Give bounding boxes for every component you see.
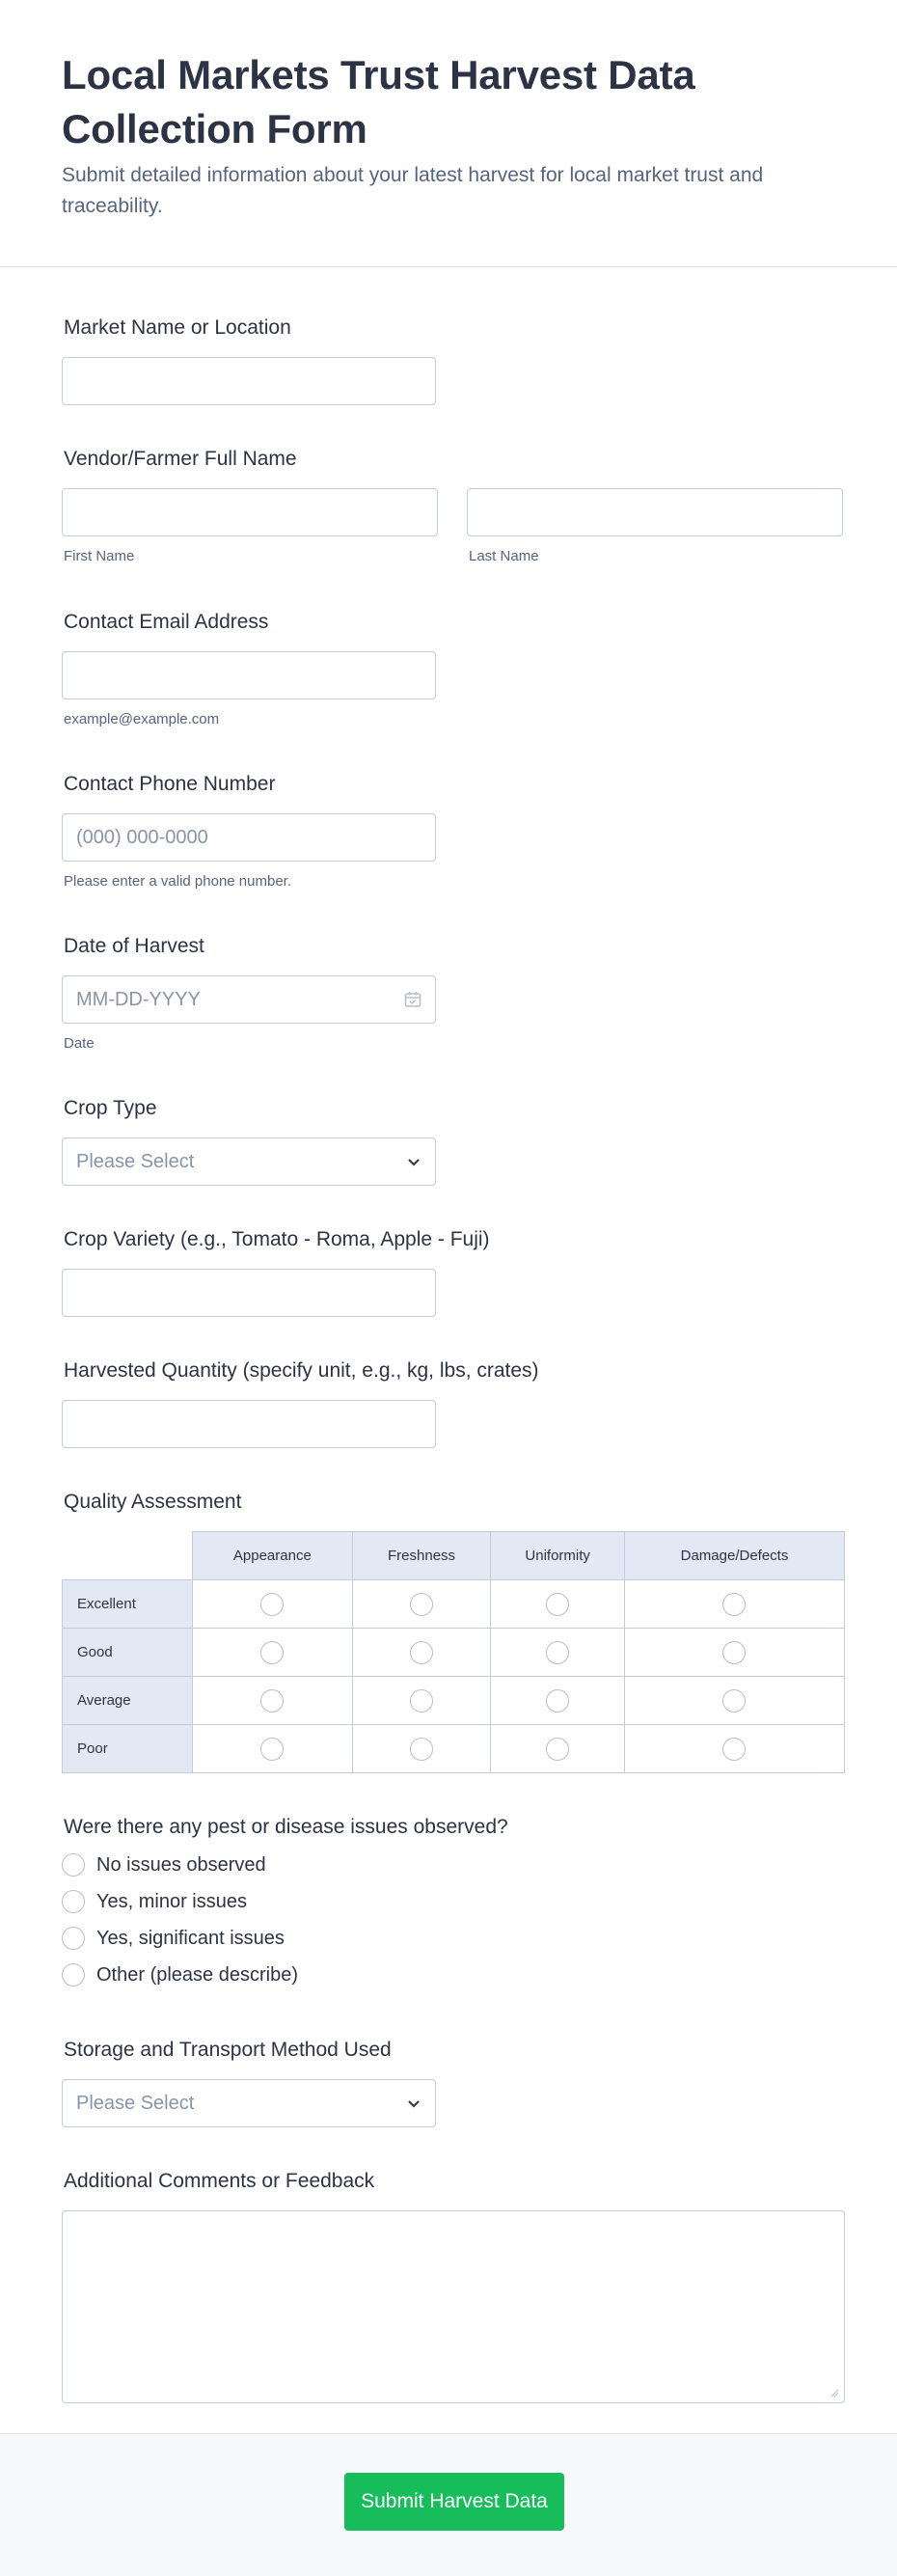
radio-button[interactable] xyxy=(62,1890,85,1913)
crop-type-select[interactable] xyxy=(62,1137,436,1186)
matrix-radio[interactable] xyxy=(546,1738,569,1761)
pest-option[interactable] xyxy=(62,1957,508,1993)
matrix-radio[interactable] xyxy=(260,1593,284,1616)
vendor-name-field xyxy=(62,446,843,564)
email-sublabel: example@example.com xyxy=(64,711,220,727)
pest-options xyxy=(62,1847,508,1993)
vendor-name-label: Vendor/Farmer Full Name xyxy=(64,448,297,470)
last-name-input[interactable] xyxy=(467,488,843,536)
form-footer xyxy=(0,2433,897,2576)
form-header xyxy=(0,0,897,267)
matrix-radio[interactable] xyxy=(410,1738,433,1761)
pest-issues-label: Were there any pest or disease issues observed? xyxy=(64,1816,508,1838)
harvest-date-sublabel: Date xyxy=(64,1035,95,1052)
harvest-date-input[interactable] xyxy=(62,975,436,1024)
calendar-icon[interactable] xyxy=(403,990,422,1009)
page-subtitle: Submit detailed information about your latest harvest for local market trust and traceability. xyxy=(62,164,764,217)
pest-option[interactable] xyxy=(62,1847,508,1883)
matrix-radio[interactable] xyxy=(546,1689,569,1713)
storage-selected: Please Select xyxy=(76,2092,195,2114)
matrix-row-poor xyxy=(63,1725,845,1773)
matrix-row-label: Excellent xyxy=(63,1580,193,1629)
matrix-radio[interactable] xyxy=(546,1593,569,1616)
crop-type-label: Crop Type xyxy=(64,1097,157,1119)
crop-type-field xyxy=(62,1095,436,1186)
harvest-date-field xyxy=(62,933,436,1052)
matrix-radio[interactable] xyxy=(722,1689,746,1713)
matrix-row-excellent xyxy=(63,1580,845,1629)
crop-variety-field xyxy=(62,1226,490,1317)
comments-field xyxy=(62,2168,845,2403)
phone-label: Contact Phone Number xyxy=(64,773,276,795)
quantity-input[interactable] xyxy=(62,1400,436,1448)
phone-sublabel: Please enter a valid phone number. xyxy=(64,873,291,890)
comments-textarea[interactable] xyxy=(62,2210,845,2403)
radio-button[interactable] xyxy=(62,1963,85,1987)
matrix-radio[interactable] xyxy=(410,1689,433,1713)
matrix-radio[interactable] xyxy=(546,1641,569,1664)
matrix-col-appearance: Appearance xyxy=(193,1532,353,1580)
market-name-label: Market Name or Location xyxy=(64,316,291,339)
page-title: Local Markets Trust Harvest Data Collection Form xyxy=(62,52,695,151)
pest-option-label: Yes, significant issues xyxy=(96,1927,285,1949)
matrix-radio[interactable] xyxy=(260,1689,284,1713)
pest-option-label: No issues observed xyxy=(96,1853,266,1876)
quality-assessment-field xyxy=(62,1489,845,1773)
storage-field xyxy=(62,2037,436,2127)
radio-button[interactable] xyxy=(62,1853,85,1877)
comments-label: Additional Comments or Feedback xyxy=(64,2170,375,2192)
matrix-row-good xyxy=(63,1629,845,1677)
matrix-row-label: Average xyxy=(63,1677,193,1725)
first-name-input[interactable] xyxy=(62,488,438,536)
pest-issues-field xyxy=(62,1814,508,1993)
radio-button[interactable] xyxy=(62,1927,85,1950)
pest-option[interactable] xyxy=(62,1920,508,1957)
crop-type-selected: Please Select xyxy=(76,1150,195,1172)
email-input[interactable] xyxy=(62,651,436,699)
last-name-sublabel: Last Name xyxy=(469,548,539,564)
matrix-radio[interactable] xyxy=(722,1593,746,1616)
matrix-radio[interactable] xyxy=(410,1593,433,1616)
quantity-label: Harvested Quantity (specify unit, e.g., kg, lbs, crates) xyxy=(64,1359,539,1382)
email-label: Contact Email Address xyxy=(64,611,269,633)
email-field xyxy=(62,609,436,727)
crop-variety-input[interactable] xyxy=(62,1269,436,1317)
phone-field xyxy=(62,771,436,890)
storage-select[interactable] xyxy=(62,2079,436,2127)
chevron-down-icon xyxy=(406,2096,421,2111)
crop-variety-label: Crop Variety (e.g., Tomato - Roma, Apple - Fuji) xyxy=(64,1228,490,1250)
matrix-row-label: Good xyxy=(63,1629,193,1677)
chevron-down-icon xyxy=(406,1154,421,1169)
quantity-field xyxy=(62,1357,539,1448)
market-name-field xyxy=(62,315,436,405)
matrix-radio[interactable] xyxy=(722,1641,746,1664)
quality-matrix xyxy=(62,1531,845,1773)
matrix-radio[interactable] xyxy=(410,1641,433,1664)
matrix-row-average xyxy=(63,1677,845,1725)
first-name-sublabel: First Name xyxy=(64,548,135,564)
matrix-col-uniformity: Uniformity xyxy=(491,1532,625,1580)
market-name-input[interactable] xyxy=(62,357,436,405)
matrix-radio[interactable] xyxy=(260,1738,284,1761)
pest-option-label: Yes, minor issues xyxy=(96,1890,247,1912)
submit-button[interactable]: Submit Harvest Data xyxy=(344,2473,564,2531)
phone-input[interactable] xyxy=(62,813,436,862)
matrix-col-damage: Damage/Defects xyxy=(624,1532,844,1580)
matrix-col-freshness: Freshness xyxy=(352,1532,491,1580)
pest-option[interactable] xyxy=(62,1883,508,1920)
matrix-row-label: Poor xyxy=(63,1725,193,1773)
harvest-date-label: Date of Harvest xyxy=(64,935,204,957)
quality-assessment-label: Quality Assessment xyxy=(64,1491,242,1513)
matrix-radio[interactable] xyxy=(260,1641,284,1664)
resize-handle-icon[interactable] xyxy=(829,2388,839,2398)
storage-label: Storage and Transport Method Used xyxy=(64,2039,392,2061)
pest-option-label: Other (please describe) xyxy=(96,1963,298,1986)
matrix-radio[interactable] xyxy=(722,1738,746,1761)
